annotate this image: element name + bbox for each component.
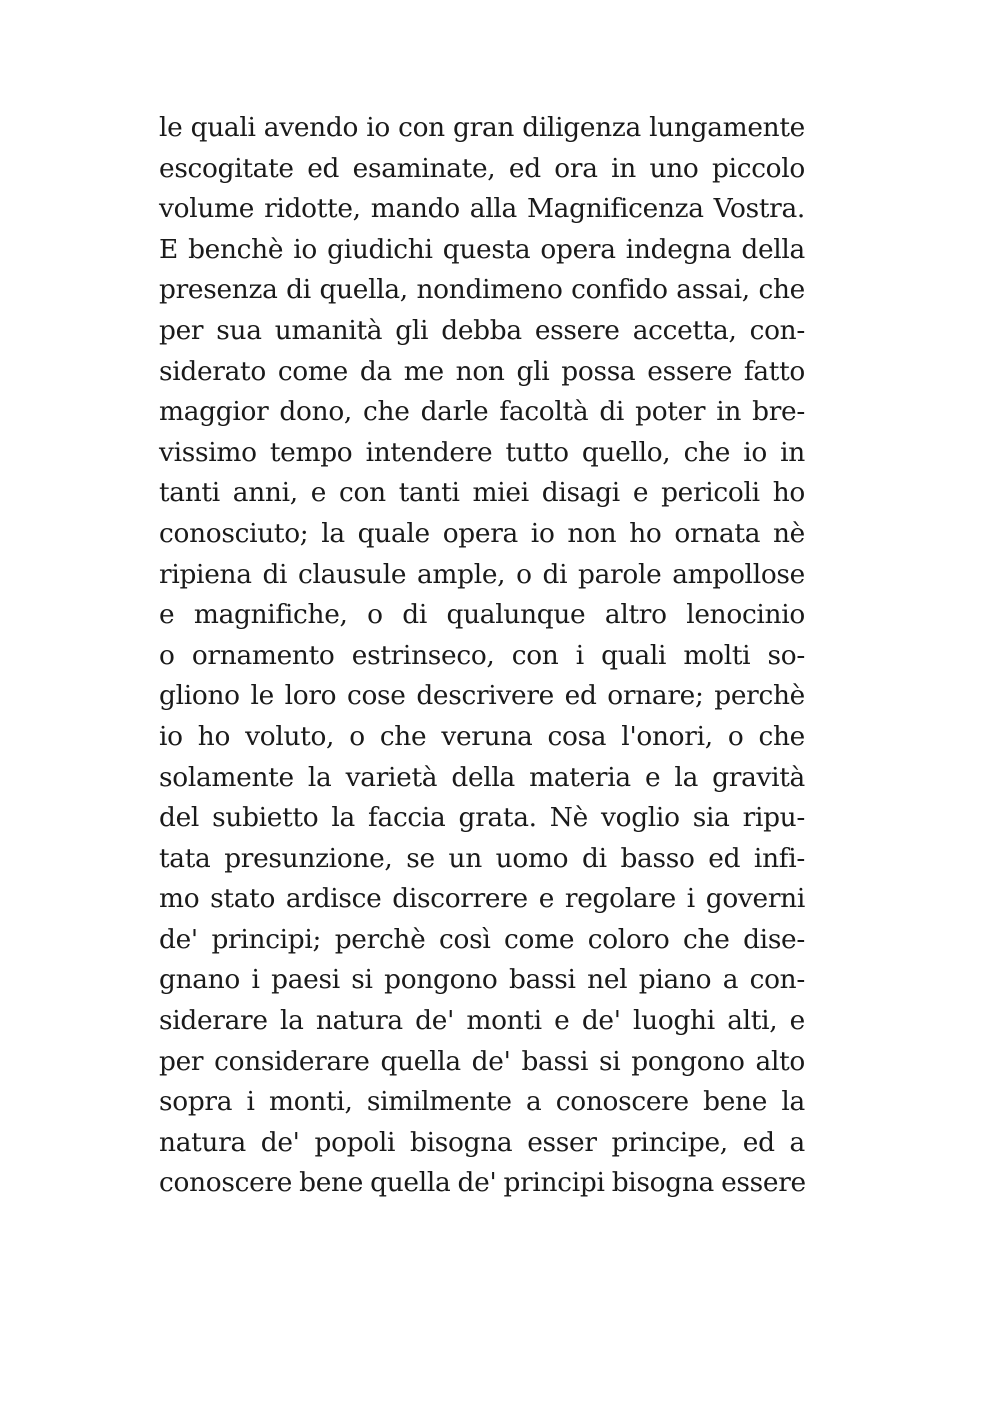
text-line-11: conosciuto; la quale opera io non ho ornata nè [159,517,805,549]
text-line-1: le quali avendo io con gran diligenza lungamente [159,112,805,143]
body-text [159,108,805,1204]
text-line-19: tata presunzione, se un uomo di basso ed infi- [159,842,805,874]
text-line-22: gnano i paesi si pongono bassi nel piano a con- [159,964,805,996]
text-line-10: tanti anni, e con tanti miei disagi e pericoli ho [159,477,805,509]
text-line-2: escogitate ed esaminate, ed ora in uno piccolo [159,152,805,184]
text-line-15: gliono le loro cose descrivere ed ornare; perchè [159,680,805,712]
text-line-18: del subietto la faccia grata. Nè voglio sia ripu- [159,802,805,834]
text-line-9: vissimo tempo intendere tutto quello, che io in [159,436,805,468]
text-line-17: solamente la varietà della materia e la gravità [159,761,805,793]
text-line-3: volume ridotte, mando alla Magnificenza Vostra. [159,193,805,225]
text-line-25: sopra i monti, similmente a conoscere bene la [159,1086,805,1118]
text-line-24: per considerare quella de' bassi si pongono alto [159,1045,805,1077]
text-line-21: de' principi; perchè così come coloro che dise- [159,923,805,955]
text-line-27: conoscere bene quella de' principi bisogna essere [159,1167,806,1199]
text-line-20: mo stato ardisce discorrere e regolare i governi [159,883,805,915]
text-line-23: siderare la natura de' monti e de' luoghi alti, e [159,1005,805,1037]
text-line-12: ripiena di clausule ample, o di parole ampollose [159,558,805,590]
text-line-14: o ornamento estrinseco, con i quali molti so- [159,639,805,671]
text-line-8: maggior dono, che darle facoltà di poter in bre- [159,396,805,428]
text-line-6: per sua umanità gli debba essere accetta, con- [159,314,805,346]
text-line-5: presenza di quella, nondimeno confido assai, che [159,274,805,306]
text-line-4: E benchè io giudichi questa opera indegna della [159,233,805,265]
text-line-13: e magnifiche, o di qualunque altro lenocinio [159,599,805,631]
text-line-16: io ho voluto, o che veruna cosa l'onori, o che [159,720,805,752]
text-line-7: siderato come da me non gli possa essere fatto [159,355,805,387]
text-line-26: natura de' popoli bisogna esser principe, ed a [159,1126,805,1158]
